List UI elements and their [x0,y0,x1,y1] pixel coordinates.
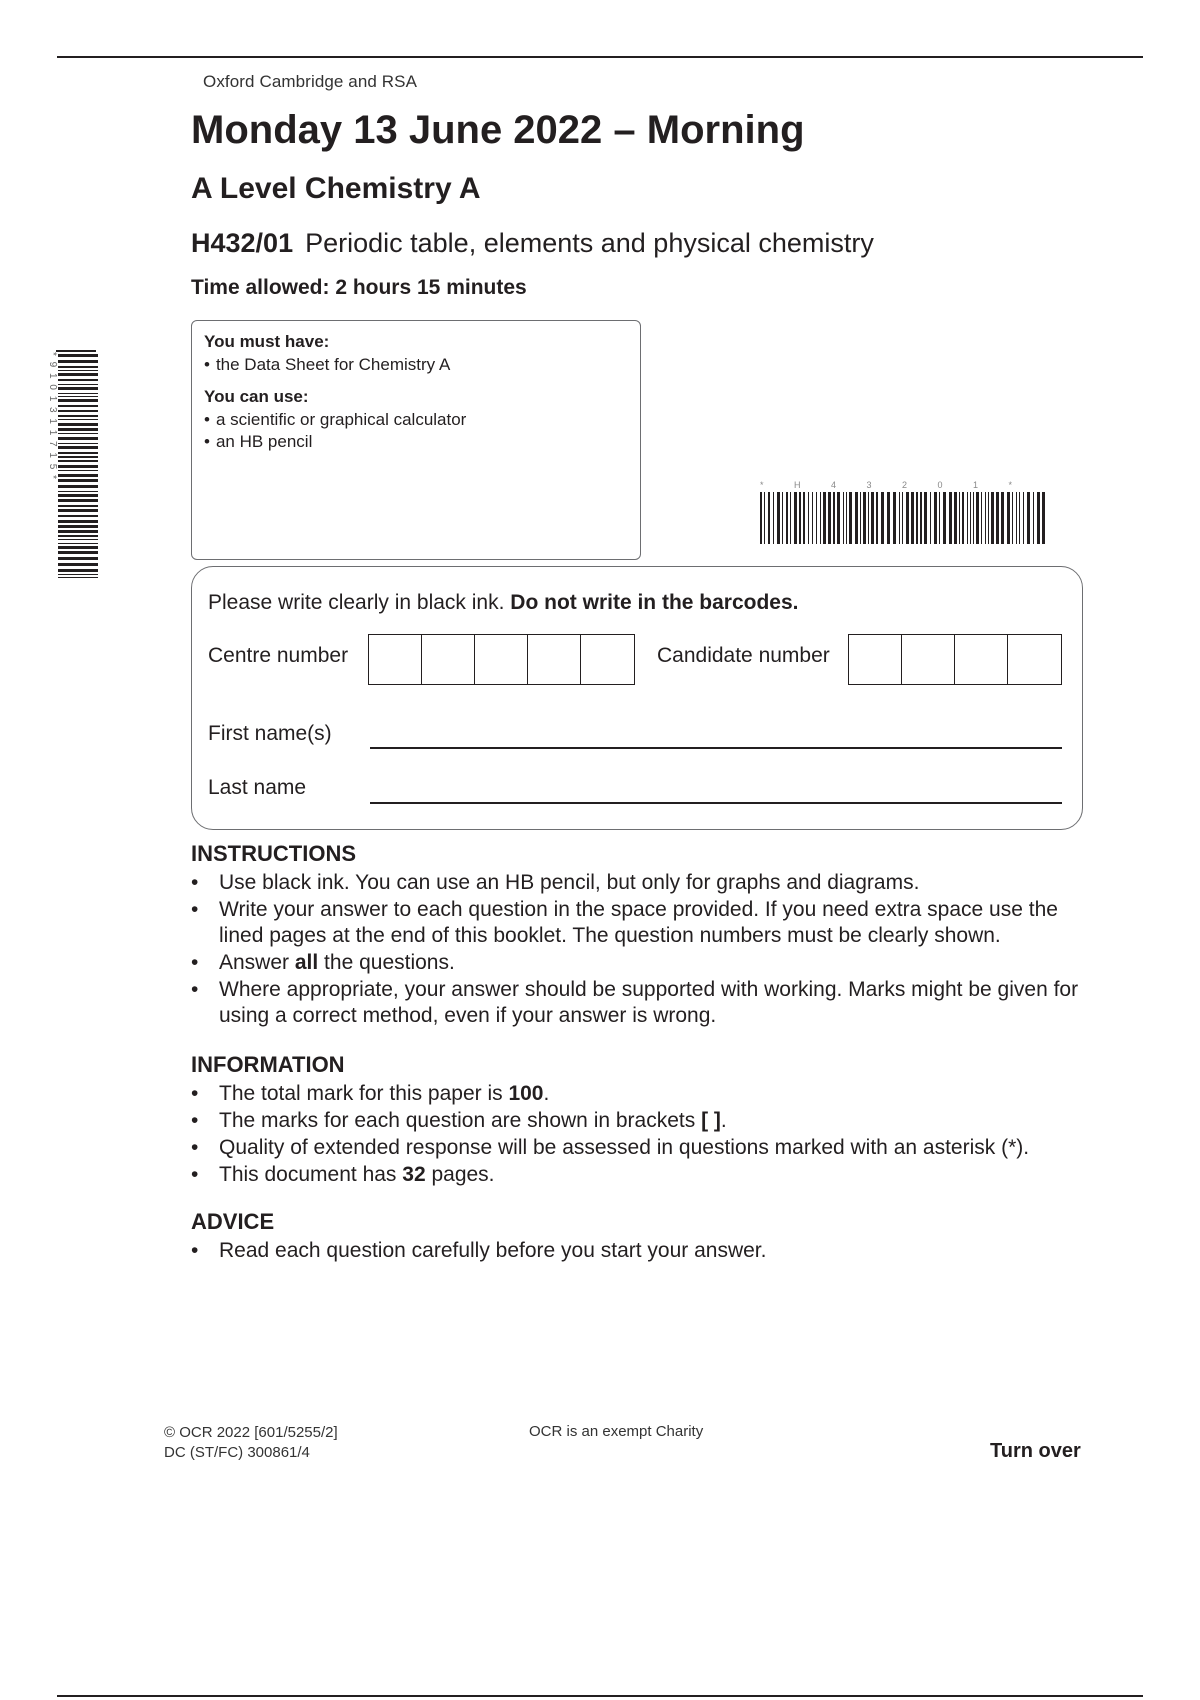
barcode-bar [58,405,98,407]
last-name-field[interactable] [370,802,1062,804]
barcode-bar [58,443,98,444]
barcode-bar [58,520,98,523]
information-text: . [720,1109,727,1132]
must-have-heading: You must have: [204,332,330,351]
bottom-rule [57,1695,1143,1697]
information-item [191,1081,1091,1107]
barcode-bar [996,492,999,544]
advice-list [191,1238,1091,1264]
barcode-bar [58,499,98,502]
barcode-bar [843,492,844,544]
paper-line [191,228,874,259]
barcode-bar [58,485,98,488]
barcode-bar [973,492,974,544]
barcode-bar [823,492,826,544]
information-text: This document has [219,1163,403,1186]
paper-code: H432/01 [191,228,294,258]
barcode-bar [1001,492,1004,544]
centre-number-cells [368,634,635,685]
barcode-bar [58,360,98,363]
barcode-bar [808,492,809,544]
information-heading: INFORMATION [191,1052,345,1077]
centre-number-cell[interactable] [369,635,422,684]
information-text: . [543,1082,550,1105]
paper-title: Periodic table, elements and physical chemistry [305,228,874,258]
barcode-bar [1023,492,1024,544]
must-have-item: • the Data Sheet for Chemistry A [204,354,628,376]
barcode-bar [58,379,98,381]
can-use-item: • an HB pencil [204,431,628,453]
side-barcode-bars [58,354,98,578]
barcode-bar [855,492,858,544]
document-code: DC (ST/FC) 300861/4 [164,1444,310,1461]
charity-note: OCR is an exempt Charity [529,1423,704,1440]
page-count-value: 32 [402,1163,426,1186]
ink-note-bold: Do not write in the barcodes. [510,591,799,614]
barcode-bar [58,515,98,517]
barcode-bar [863,492,866,544]
barcode-bar [58,456,98,458]
instruction-emphasis: all [294,951,319,974]
barcode-bar [949,492,952,544]
barcode-bar [760,492,762,544]
barcode-bar [58,384,98,385]
barcode-bar [786,492,788,544]
barcode-bar [58,354,98,357]
can-use-list [204,409,628,453]
barcode-bar [58,557,98,560]
barcode-bar [58,460,98,462]
can-use-item: • a scientific or graphical calculator [204,409,628,431]
barcode-bar [934,492,937,544]
information-list [191,1081,1091,1188]
barcode-bar [837,492,840,544]
barcode-bar [876,492,878,544]
barcode-bar [58,446,98,449]
barcode-bar [58,509,98,512]
barcode-bar [58,479,98,482]
copyright-line: © OCR 2022 [601/5255/2] [164,1424,338,1441]
barcode-bar [58,569,98,572]
barcode-bar [58,428,98,431]
centre-number-cell[interactable] [475,635,528,684]
barcode-bar [954,492,957,544]
barcode-bar [58,525,98,528]
must-have-list [204,354,628,376]
barcode-bar [967,492,968,544]
barcode-bar [924,492,927,544]
barcode-bar [860,492,861,544]
barcode-bar [916,492,918,544]
barcode-bar [799,492,801,544]
advice-section [191,1209,1091,1265]
barcode-bar [58,551,98,554]
barcode-bar [959,492,960,544]
barcode-bar [820,492,821,544]
barcode-bar [1033,492,1034,544]
barcode-bar [58,491,98,492]
barcode-bar [930,492,931,544]
main-barcode-text: * H 4 3 2 0 1 * [760,480,1027,490]
barcode-bar [58,387,98,390]
barcode-bar [1012,492,1013,544]
barcode-bar [985,492,986,544]
instruction-item [191,950,1091,976]
barcode-bar [58,494,98,497]
barcode-bar [58,543,98,544]
barcode-bar [1037,492,1040,544]
barcode-bar [1027,492,1030,544]
instructions-section [191,841,1091,1030]
barcode-bar [902,492,903,544]
barcode-bar [58,423,98,426]
barcode-bar [58,452,98,454]
barcode-bar [828,492,831,544]
barcode-bar [1016,492,1017,544]
barcode-bar [58,577,98,578]
barcode-bar [773,492,774,544]
barcode-bar [768,492,770,544]
centre-number-cell[interactable] [581,635,634,684]
barcode-bar [943,492,946,544]
barcode-bar [899,492,900,544]
barcode-bar [58,563,98,566]
barcode-bar [58,396,98,397]
barcode-bar [816,492,817,544]
barcode-bar [849,492,852,544]
time-allowed: Time allowed: 2 hours 15 minutes [191,276,527,299]
centre-number-label: Centre number [208,644,349,667]
barcode-bar [58,393,98,394]
instruction-item: • Where appropriate, your answer should be supported with working. Marks might be given for using a correct method, even if your answer is wrong. [191,977,1091,1029]
information-item: • Quality of extended response will be assessed in questions marked with an asterisk (*). [191,1135,1091,1161]
barcode-bar [1007,492,1010,544]
information-item [191,1108,1091,1134]
barcode-bar [58,474,98,477]
barcode-bar [920,492,922,544]
materials-box [191,320,641,560]
candidate-number-cells [848,634,1062,685]
barcode-bar [58,470,98,471]
barcode-bar [988,492,989,544]
barcode-bar [58,505,98,507]
information-item [191,1162,1091,1188]
barcode-bar [846,492,847,544]
barcode-bar [887,492,890,544]
barcode-bar [58,366,98,368]
barcode-bar [911,492,914,544]
total-mark-value: 100 [508,1082,544,1105]
barcode-bar [790,492,791,544]
ink-note-plain: Please write clearly in black ink. [208,591,505,614]
instructions-list [191,870,1091,1029]
barcode-bar [58,574,98,575]
barcode-bar [906,492,909,544]
barcode-bar [58,410,98,412]
information-text: The total mark for this paper is [219,1082,509,1105]
barcode-bar [58,535,98,537]
barcode-bar [58,530,98,533]
candidate-number-cell[interactable] [902,635,955,684]
candidate-details-box [191,566,1083,830]
barcode-bar [58,546,98,549]
side-barcode [40,348,100,582]
barcode-bar [893,492,896,544]
barcode-bar [833,492,835,544]
last-name-label: Last name [208,776,307,799]
can-use-heading: You can use: [204,387,309,406]
barcode-bar [794,492,797,544]
instruction-item: • Write your answer to each question in the space provided. If you need extra space use the lined pages at the end of this booklet. The question numbers must be clearly shown. [191,897,1091,949]
barcode-bar [58,437,98,440]
barcode-bar [991,492,994,544]
instruction-item: • Use black ink. You can use an HB pencil, but only for graphs and diagrams. [191,870,1091,896]
centre-number-cell[interactable] [422,635,475,684]
instruction-text: the questions. [318,951,455,974]
barcode-bar [976,492,979,544]
information-section [191,1052,1091,1189]
barcode-bar [58,399,98,402]
side-barcode-text: * 9 1 0 1 3 1 1 7 1 5 * [47,352,58,481]
barcode-bar [58,539,98,540]
barcode-bar [803,492,805,544]
barcode-bar [777,492,780,544]
first-name-label: First name(s) [208,722,332,745]
organisation-name: Oxford Cambridge and RSA [203,72,418,91]
barcode-bar [58,465,98,468]
candidate-number-cell[interactable] [1008,635,1061,684]
barcode-bar [1019,492,1020,544]
subject-title: A Level Chemistry A [191,172,481,205]
barcode-bar [58,419,98,420]
ink-note [208,591,799,615]
barcode-bar [881,492,884,544]
barcode-bar [58,415,98,417]
information-text: pages. [425,1163,495,1186]
centre-number-cell[interactable] [528,635,581,684]
candidate-number-label: Candidate number [657,644,830,667]
exam-date: Monday 13 June 2022 – Morning [191,108,805,152]
brackets-symbol: [ ] [701,1109,721,1132]
barcode-bar [981,492,982,544]
first-name-field[interactable] [370,747,1062,749]
turn-over-label: Turn over [990,1440,1081,1462]
information-text: The marks for each question are shown in brackets [219,1109,702,1132]
main-barcode [760,478,1050,544]
candidate-number-cell[interactable] [955,635,1008,684]
barcode-bar [812,492,813,544]
barcode-bar [970,492,971,544]
barcode-bar [871,492,874,544]
main-barcode-bars [760,492,1045,544]
barcode-bar [764,492,765,544]
footer-codes [164,1423,338,1463]
instructions-heading: INSTRUCTIONS [191,841,356,866]
barcode-bar [58,370,98,371]
advice-heading: ADVICE [191,1209,275,1234]
instruction-text: Answer [219,951,295,974]
barcode-bar [868,492,869,544]
barcode-bar [1042,492,1045,544]
top-rule [57,56,1143,58]
candidate-number-cell[interactable] [849,635,902,684]
barcode-bar [58,433,98,434]
barcode-bar [939,492,940,544]
advice-item: • Read each question carefully before you start your answer. [191,1238,1091,1264]
barcode-bar [782,492,783,544]
barcode-bar [58,373,98,376]
barcode-bar [962,492,964,544]
